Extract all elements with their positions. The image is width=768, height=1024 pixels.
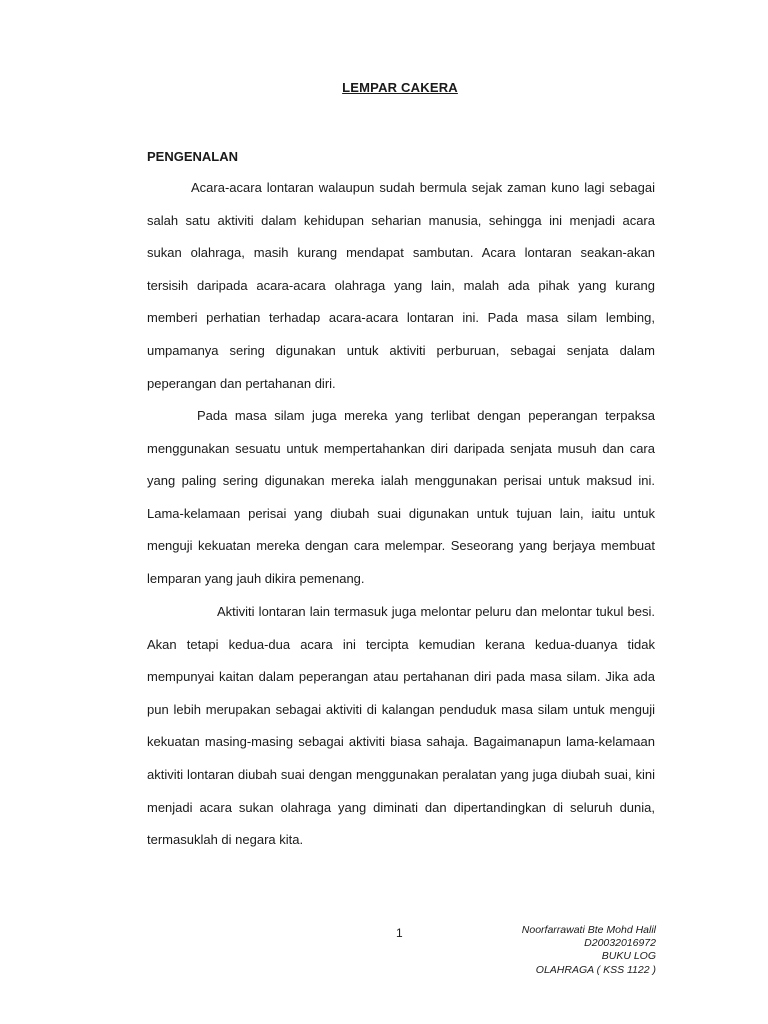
- paragraph-3: Aktiviti lontaran lain termasuk juga melontar peluru dan melontar tukul besi. Akan tetapi kedua-dua acara ini tercipta kemudian kerana kedua-duanya tidak mempunyai kaitan dalam peperangan atau pertahanan diri pada masa silam. Jika ada pun lebih merupakan sebagai aktiviti di kalangan penduduk masa silam untuk menguji kekuatan masing-masing sebagai aktiviti biasa sahaja. Bagaimanapun lama-kelamaan aktiviti lontaran diubah suai dengan menggunakan peralatan yang juga diubah suai, kini menjadi acara sukan olahraga yang diminati dan dipertandingkan di seluruh dunia, termasuklah di negara kita.: [147, 604, 655, 848]
- footer-student-id: D20032016972: [584, 937, 656, 950]
- footer-author-name: Noorfarrawati Bte Mohd Halil: [521, 924, 656, 936]
- document-title: LEMPAR CAKERA: [342, 80, 458, 95]
- footer-doc-type: BUKU LOG: [601, 950, 656, 963]
- section-heading: PENGENALAN: [147, 149, 239, 164]
- paragraph-2: Pada masa silam juga mereka yang terlibat dengan peperangan terpaksa menggunakan sesuatu untuk mempertahankan diri daripada senjata musuh dan cara yang paling sering digunakan mereka ialah menggunakan perisai untuk maksud ini. Lama-kelamaan perisai yang diubah suai digunakan untuk tujuan lain, iaitu untuk menguji kekuatan mereka dengan cara melempar. Seseorang yang berjaya membuat lemparan yang jauh dikira pemenang.: [147, 408, 655, 586]
- footer-course: OLAHRAGA ( KSS 1122 ): [535, 963, 656, 976]
- paragraph-1: Acara-acara lontaran walaupun sudah bermula sejak zaman kuno lagi sebagai salah satu aktiviti dalam kehidupan seharian manusia, sehingga ini menjadi acara sukan olahraga, masih kurang mendapat sambutan. Acara lontaran seakan-akan tersisih daripada acara-acara olahraga yang lain, malah ada pihak yang kurang memberi perhatian terhadap acara-acara lontaran ini. Pada masa silam lembing, umpamanya sering digunakan untuk aktiviti perburuan, sebagai senjata dalam peperangan dan pertahanan diri.: [147, 180, 655, 391]
- footer-info: [522, 924, 656, 977]
- page-number: 1: [396, 926, 403, 940]
